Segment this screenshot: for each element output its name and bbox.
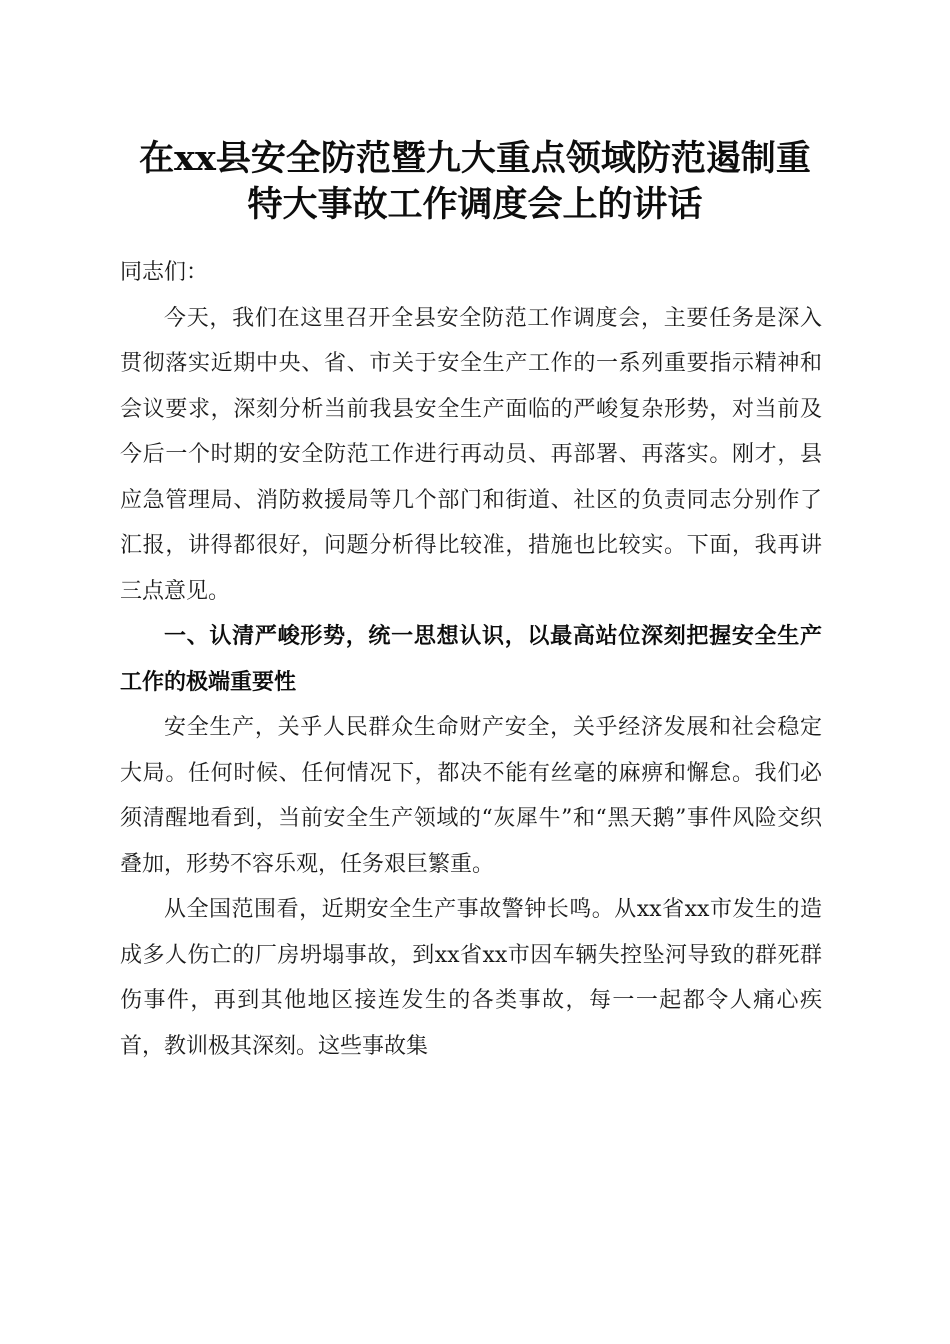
paragraph-national-situation: 从全国范围看，近期安全生产事故警钟长鸣。从xx省xx市发生的造成多人伤亡的厂房坍塌事故，到xx省xx市因车辆失控坠河导致的群死群伤事件，再到其他地区接连发生的各类事故，每一一起都令人痛心疾首，教训极其深刻。这些事故集 <box>120 897 822 1059</box>
document-title <box>100 136 850 228</box>
paragraph-intro: 今天，我们在这里召开全县安全防范工作调度会，主要任务是深入贯彻落实近期中央、省、市关于安全生产工作的一系列重要指示精神和会议要求，深刻分析当前我县安全生产面临的严峻复杂形势，对当前及今后一个时期的安全防范工作进行再动员、再部署、再落实。刚才，县应急管理局、消防救援局等几个部门和街道、社区的负责同志分别作了汇报，讲得都很好，问题分析得比较准，措施也比较实。下面，我再讲三点意见。 <box>120 305 822 604</box>
document-body <box>120 250 822 1069</box>
title-line-2: 特大事故工作调度会上的讲话 <box>247 184 703 225</box>
title-line-1: 在xx县安全防范暨九大重点领域防范遏制重 <box>139 138 811 179</box>
section-heading-1: 一、认清严峻形势，统一思想认识，以最高站位深刻把握安全生产工作的极端重要性 <box>120 624 822 695</box>
paragraph-safety-importance: 安全生产，关乎人民群众生命财产安全，关乎经济发展和社会稳定大局。任何时候、任何情况下，都决不能有丝毫的麻痹和懈怠。我们必须清醒地看到，当前安全生产领域的“灰犀牛”和“黑天鹅”事件风险交织叠加，形势不容乐观，任务艰巨繁重。 <box>120 715 822 877</box>
salutation: 同志们： <box>120 260 209 285</box>
